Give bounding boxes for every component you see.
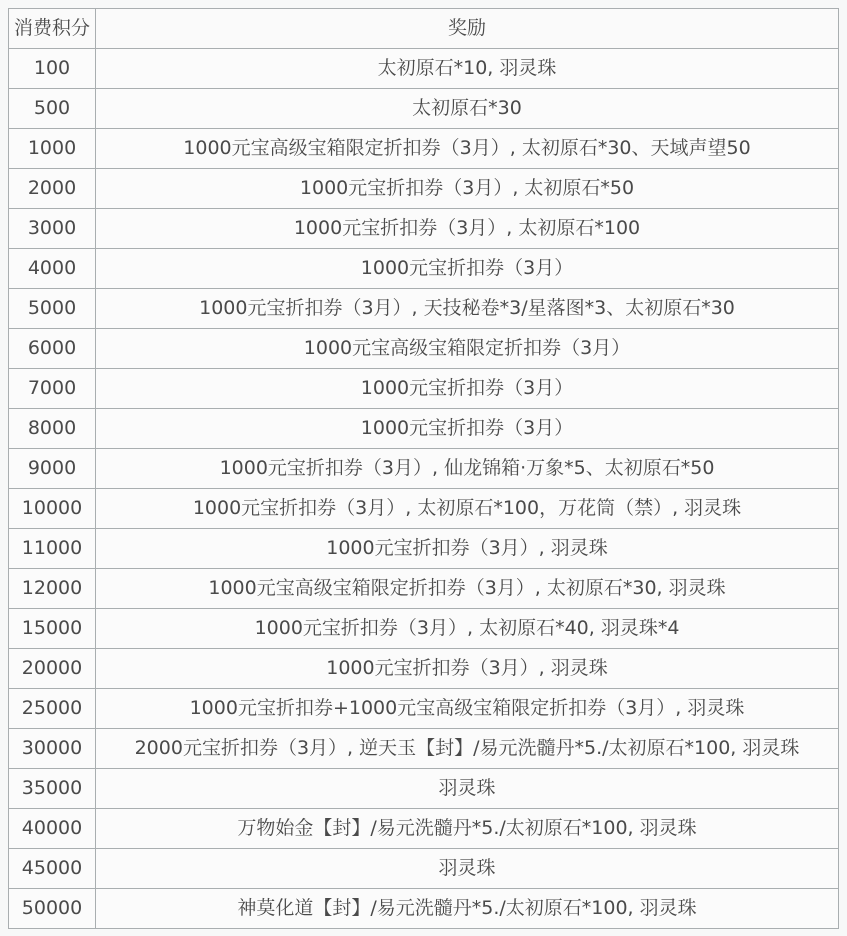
table-row <box>9 769 839 809</box>
reward-cell: 2000元宝折扣券（3月）, 逆天玉【封】/易元洗髓丹*5./太初原石*100, 羽灵珠 <box>96 729 839 769</box>
points-cell: 3000 <box>9 209 96 249</box>
table-row <box>9 489 839 529</box>
table-row <box>9 409 839 449</box>
table-row <box>9 849 839 889</box>
reward-cell: 1000元宝高级宝箱限定折扣券（3月）, 太初原石*30、天域声望50 <box>96 129 839 169</box>
table-row <box>9 49 839 89</box>
reward-cell: 1000元宝折扣券（3月）, 太初原石*100 <box>96 209 839 249</box>
reward-cell: 太初原石*30 <box>96 89 839 129</box>
header-row <box>9 9 839 49</box>
points-cell: 1000 <box>9 129 96 169</box>
reward-cell: 1000元宝折扣券（3月）, 天技秘卷*3/星落图*3、太初原石*30 <box>96 289 839 329</box>
reward-cell: 1000元宝折扣券（3月）, 太初原石*50 <box>96 169 839 209</box>
points-cell: 100 <box>9 49 96 89</box>
reward-cell: 1000元宝高级宝箱限定折扣券（3月） <box>96 329 839 369</box>
table-row <box>9 129 839 169</box>
points-cell: 8000 <box>9 409 96 449</box>
points-cell: 5000 <box>9 289 96 329</box>
points-cell: 20000 <box>9 649 96 689</box>
points-cell: 4000 <box>9 249 96 289</box>
points-cell: 40000 <box>9 809 96 849</box>
reward-table <box>8 8 839 929</box>
reward-cell: 1000元宝折扣券（3月）, 羽灵珠 <box>96 529 839 569</box>
reward-cell: 1000元宝折扣券（3月）, 太初原石*40, 羽灵珠*4 <box>96 609 839 649</box>
reward-cell: 太初原石*10, 羽灵珠 <box>96 49 839 89</box>
table-row <box>9 809 839 849</box>
points-cell: 500 <box>9 89 96 129</box>
reward-cell: 1000元宝折扣券（3月）, 太初原石*100，万花筒（禁）, 羽灵珠 <box>96 489 839 529</box>
reward-cell: 1000元宝折扣券（3月） <box>96 249 839 289</box>
points-cell: 2000 <box>9 169 96 209</box>
points-cell: 11000 <box>9 529 96 569</box>
table-row <box>9 89 839 129</box>
table-row <box>9 369 839 409</box>
table-row <box>9 169 839 209</box>
reward-cell: 1000元宝折扣券+1000元宝高级宝箱限定折扣券（3月）, 羽灵珠 <box>96 689 839 729</box>
points-cell: 30000 <box>9 729 96 769</box>
table-header <box>9 9 839 49</box>
table-row <box>9 529 839 569</box>
points-cell: 6000 <box>9 329 96 369</box>
header-points: 消费积分 <box>9 9 96 49</box>
reward-cell: 神莫化道【封】/易元洗髓丹*5./太初原石*100, 羽灵珠 <box>96 889 839 929</box>
points-cell: 25000 <box>9 689 96 729</box>
reward-cell: 1000元宝折扣券（3月）, 羽灵珠 <box>96 649 839 689</box>
points-cell: 7000 <box>9 369 96 409</box>
table-row <box>9 449 839 489</box>
table-body <box>9 49 839 929</box>
table-row <box>9 689 839 729</box>
table-row <box>9 209 839 249</box>
reward-cell: 1000元宝折扣券（3月）, 仙龙锦箱·万象*5、太初原石*50 <box>96 449 839 489</box>
points-cell: 12000 <box>9 569 96 609</box>
points-cell: 50000 <box>9 889 96 929</box>
points-cell: 35000 <box>9 769 96 809</box>
table-row <box>9 889 839 929</box>
table-row <box>9 649 839 689</box>
header-reward: 奖励 <box>96 9 839 49</box>
points-cell: 15000 <box>9 609 96 649</box>
table-row <box>9 329 839 369</box>
reward-cell: 1000元宝高级宝箱限定折扣券（3月）, 太初原石*30, 羽灵珠 <box>96 569 839 609</box>
reward-cell: 羽灵珠 <box>96 769 839 809</box>
table-row <box>9 289 839 329</box>
reward-cell: 羽灵珠 <box>96 849 839 889</box>
table-row <box>9 569 839 609</box>
reward-cell: 1000元宝折扣券（3月） <box>96 369 839 409</box>
reward-cell: 万物始金【封】/易元洗髓丹*5./太初原石*100, 羽灵珠 <box>96 809 839 849</box>
points-cell: 10000 <box>9 489 96 529</box>
table-row <box>9 609 839 649</box>
table-row <box>9 249 839 289</box>
reward-cell: 1000元宝折扣券（3月） <box>96 409 839 449</box>
points-cell: 9000 <box>9 449 96 489</box>
points-cell: 45000 <box>9 849 96 889</box>
table-row <box>9 729 839 769</box>
